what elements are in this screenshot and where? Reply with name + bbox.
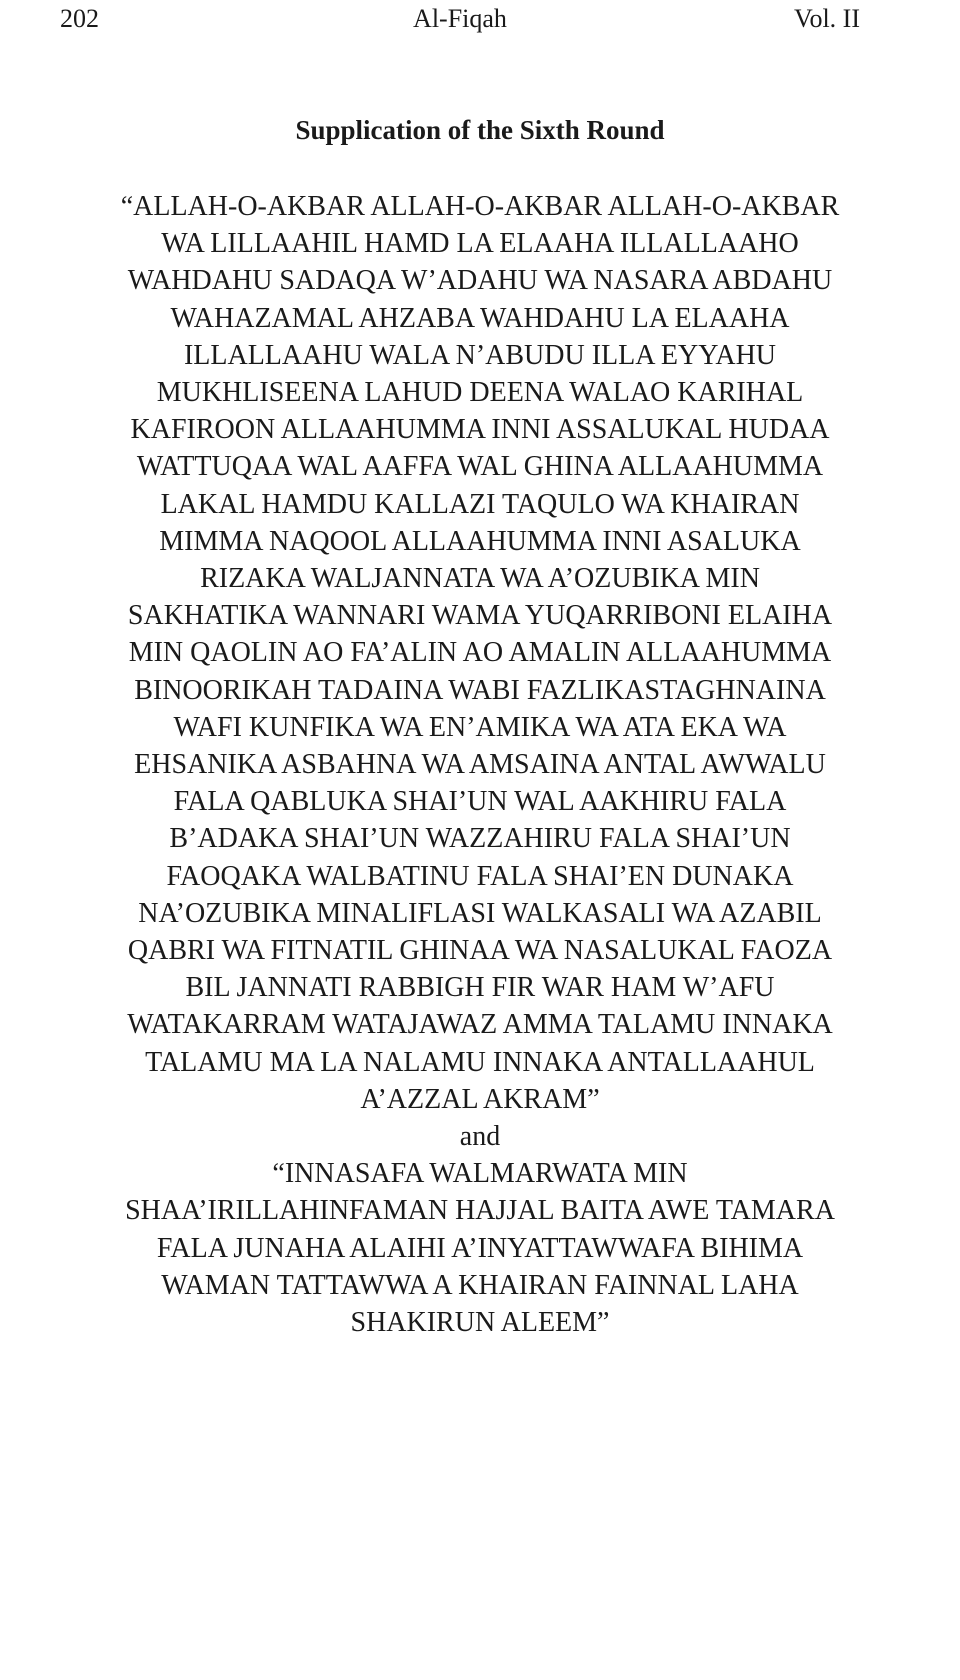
supplication-line: TALAMU MA LA NALAMU INNAKA ANTALLAAHUL [145,1046,815,1078]
supplication-line: SHAKIRUN ALEEM” [350,1307,610,1339]
supplication-line: QABRI WA FITNATIL GHINAA WA NASALUKAL FAOZA [127,935,833,967]
supplication-line: FAOQAKA WALBATINU FALA SHAI’EN DUNAKA [166,860,794,892]
supplication-line: WATAKARRAM WATAJAWAZ AMMA TALAMU INNAKA [127,1009,833,1041]
running-header [60,4,860,44]
book-title: Al-Fiqah [413,4,507,33]
supplication-line: SHAA’IRILLAHINFAMAN HAJJAL BAITA AWE TAMARA [125,1195,835,1227]
supplication-line: ILLALLAAHU WALA N’ABUDU ILLA EYYAHU [183,339,777,371]
supplication-line: WAHDAHU SADAQA W’ADAHU WA NASARA ABDAHU [127,265,833,297]
supplication-line: and [459,1121,501,1153]
supplication-text [40,188,920,1341]
supplication-line: B’ADAKA SHAI’UN WAZZAHIRU FALA SHAI’UN [169,823,791,855]
supplication-line: BIL JANNATI RABBIGH FIR WAR HAM W’AFU [185,972,775,1004]
supplication-line: A’AZZAL AKRAM” [360,1083,600,1115]
supplication-line: MIN QAOLIN AO FA’ALIN AO AMALIN ALLAAHUMMA [128,637,832,669]
section-heading: Supplication of the Sixth Round [295,115,665,145]
supplication-line: WAFI KUNFIKA WA EN’AMIKA WA ATA EKA WA [173,711,787,743]
supplication-line: WAHAZAMAL AHZABA WAHDAHU LA ELAAHA [170,302,790,334]
volume-label: Vol. II [794,4,860,33]
supplication-line: WA LILLAAHIL HAMD LA ELAAHA ILLALLAAHO [161,228,799,260]
supplication-line: FALA JUNAHA ALAIHI A’INYATTAWWAFA BIHIMA [156,1232,804,1264]
supplication-line: KAFIROON ALLAAHUMMA INNI ASSALUKAL HUDAA [130,414,830,446]
supplication-line: MIMMA NAQOOL ALLAAHUMMA INNI ASALUKA [159,525,801,557]
supplication-line: RIZAKA WALJANNATA WA A’OZUBIKA MIN [200,563,760,595]
supplication-line: LAKAL HAMDU KALLAZI TAQULO WA KHAIRAN [160,488,800,520]
supplication-line: NA’OZUBIKA MINALIFLASI WALKASALI WA AZABIL [138,897,822,929]
supplication-line: “ALLAH-O-AKBAR ALLAH-O-AKBAR ALLAH-O-AKBAR [120,191,840,222]
page-number: 202 [60,4,99,33]
supplication-line: BINOORIKAH TADAINA WABI FAZLIKASTAGHNAINA [134,674,826,706]
supplication-line: EHSANIKA ASBAHNA WA AMSAINA ANTAL AWWALU [134,749,826,781]
supplication-line: FALA QABLUKA SHAI’UN WAL AAKHIRU FALA [173,786,787,818]
supplication-line: SAKHATIKA WANNARI WAMA YUQARRIBONI ELAIHA [127,600,833,632]
supplication-line: “INNASAFA WALMARWATA MIN [272,1158,688,1190]
supplication-line: MUKHLISEENA LAHUD DEENA WALAO KARIHAL [156,377,804,409]
supplication-line: WAMAN TATTAWWA A KHAIRAN FAINNAL LAHA [161,1269,799,1301]
supplication-line: WATTUQAA WAL AAFFA WAL GHINA ALLAAHUMMA [136,451,824,483]
